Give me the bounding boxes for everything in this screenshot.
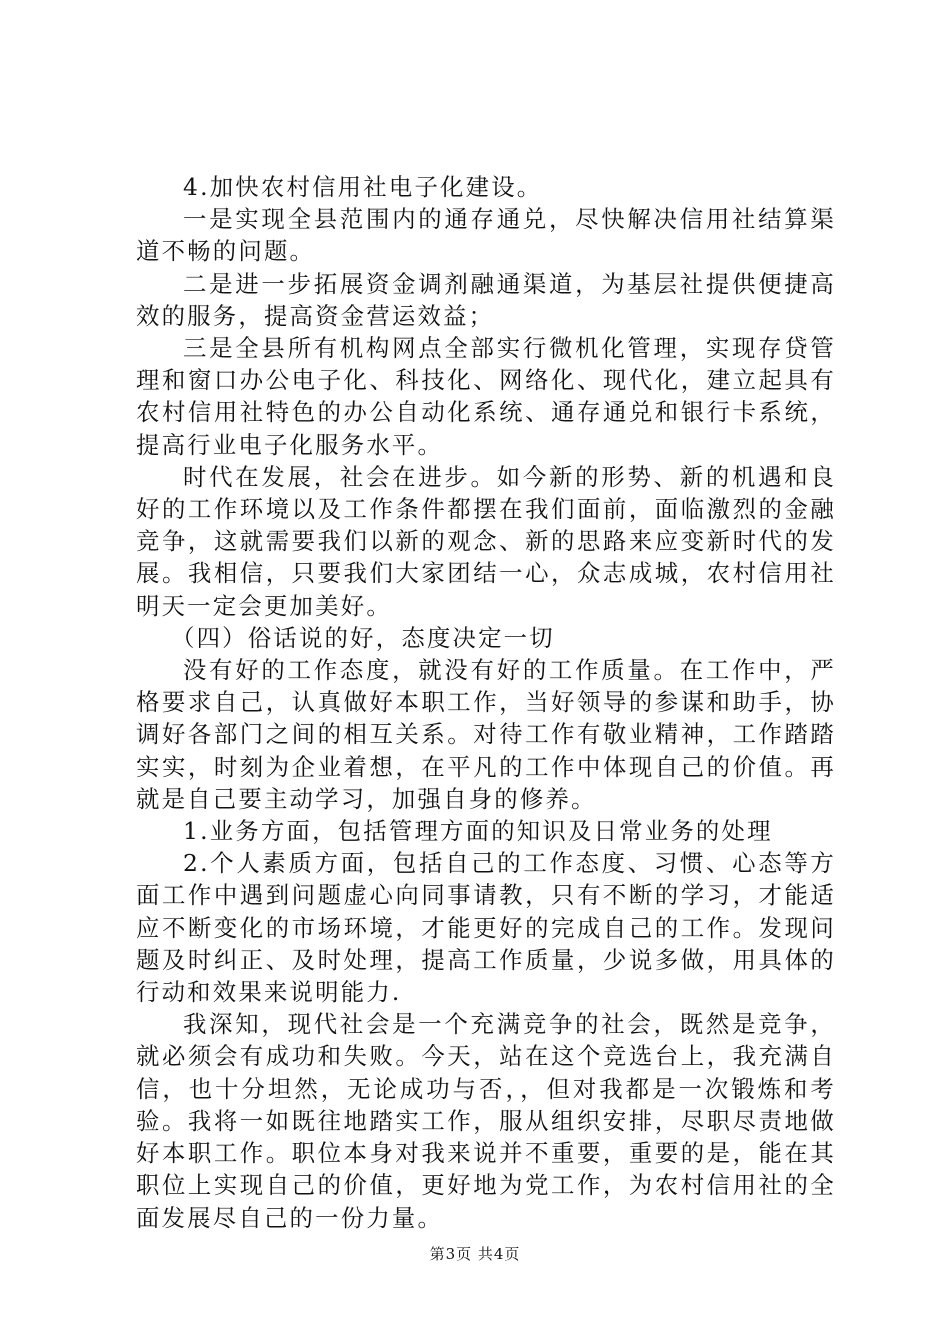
paragraph-conclusion: 我深知，现代社会是一个充满竞争的社会，既然是竞争，就必须会有成功和失败。今天，站在这个竞选台上，我充满自信，也十分坦然，无论成功与否，，但对我都是一次锻炼和考验。我将一如既往地踏实工作，服从组织安排，尽职尽责地做好本职工作。职位本身对我来说并不重要，重要的是，能在其职位上实现自己的价值，更好地为党工作，为农村信用社的全面发展尽自己的一份力量。 bbox=[136, 1010, 836, 1232]
paragraph-first-point: 一是实现全县范围内的通存通兑，尽快解决信用社结算渠道不畅的问题。 bbox=[136, 205, 836, 266]
paragraph-third-point: 三是全县所有机构网点全部实行微机化管理，实现存贷管理和窗口办公电子化、科技化、网络化、现代化，建立起具有农村信用社特色的办公自动化系统、通存通兑和银行卡系统，提高行业电子化服务水平。 bbox=[136, 334, 836, 459]
document-body bbox=[136, 171, 836, 1234]
paragraph-second-point: 二是进一步拓展资金调剂融通渠道，为基层社提供便捷高效的服务，提高资金营运效益； bbox=[136, 269, 836, 330]
list-item-business: 1.业务方面，包括管理方面的知识及日常业务的处理 bbox=[183, 817, 773, 846]
section-4-heading: （四）俗话说的好，态度决定一切 bbox=[171, 623, 555, 652]
item-4-heading: 4.加快农村信用社电子化建设。 bbox=[183, 173, 543, 201]
paragraph-era-development: 时代在发展，社会在进步。如今新的形势、新的机遇和良好的工作环境以及工作条件都摆在我们面前，面临激烈的金融竞争，这就需要我们以新的观念、新的思路来应变新时代的发展。我相信，只要我们大家团结一心，众志成城，农村信用社明天一定会更加美好。 bbox=[136, 462, 836, 620]
page-footer: 第3页 共4页 bbox=[429, 1245, 521, 1263]
list-item-personal-quality: 2.个人素质方面，包括自己的工作态度、习惯、心态等方面工作中遇到问题虚心向同事请教，只有不断的学习，才能适应不断变化的市场环境，才能更好的完成自己的工作。发现问题及时纠正、及时处理，提高工作质量，少说多做，用具体的行动和效果来说明能力. bbox=[136, 849, 836, 1007]
paragraph-work-attitude: 没有好的工作态度，就没有好的工作质量。在工作中，严格要求自己，认真做好本职工作，当好领导的参谋和助手，协调好各部门之间的相互关系。对待工作有敬业精神，工作踏踏实实，时刻为企业着想，在平凡的工作中体现自己的价值。再就是自己要主动学习，加强自身的修养。 bbox=[136, 656, 836, 813]
